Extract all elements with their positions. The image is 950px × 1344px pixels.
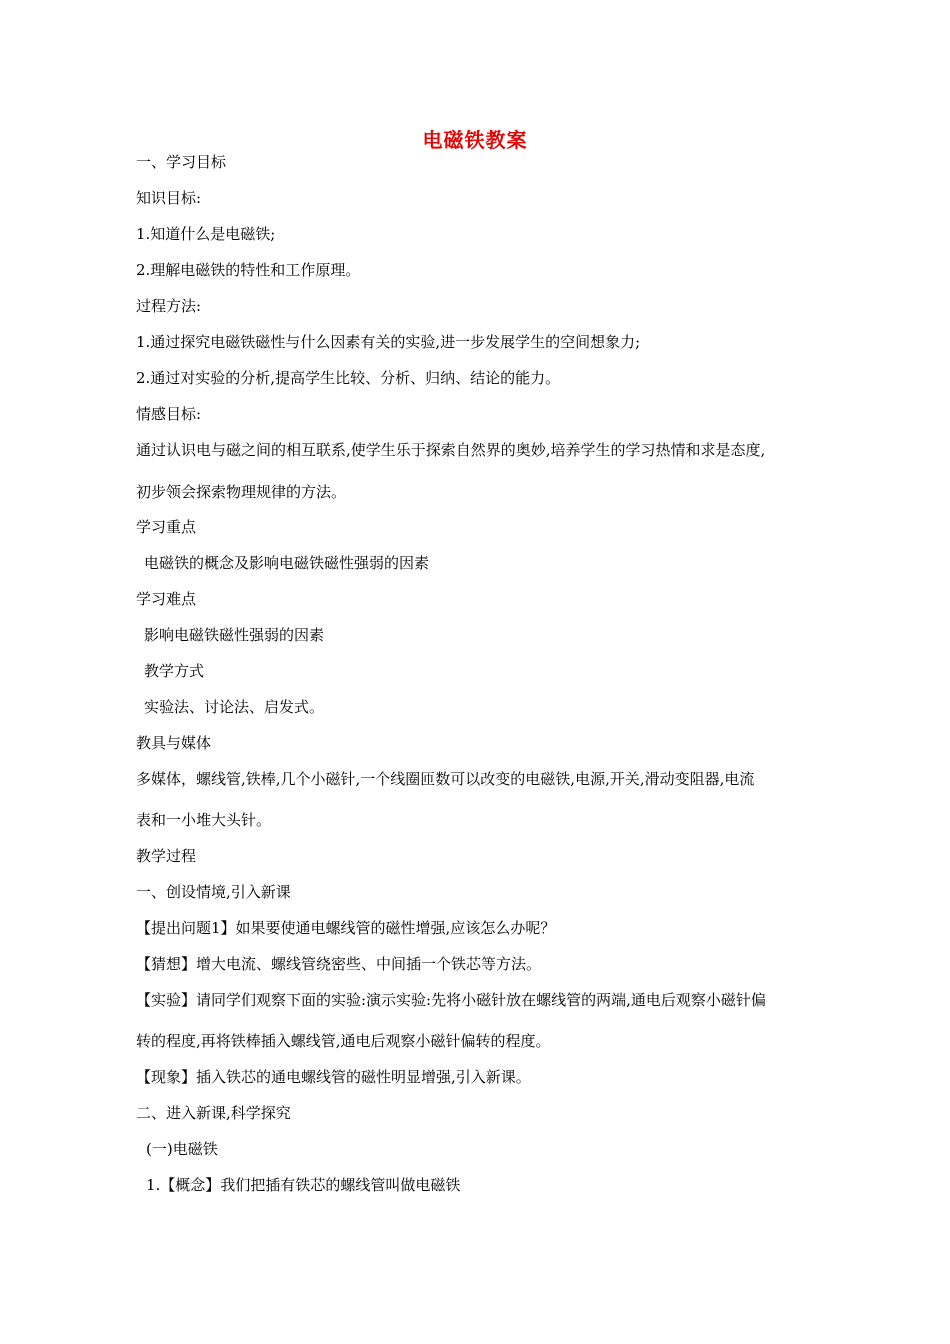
paragraph-line: 通过认识电与磁之间的相互联系,使学生乐于探索自然界的奥妙,培养学生的学习热情和求是态度, <box>136 441 766 459</box>
paragraph-line: 表和一小堆大头针。 <box>136 811 272 829</box>
paragraph-line: 1.通过探究电磁铁磁性与什么因素有关的实验,进一步发展学生的空间想象力; <box>136 333 641 351</box>
paragraph-line: 【猜想】增大电流、螺线管绕密些、中间插一个铁芯等方法。 <box>136 955 542 973</box>
paragraph-line: 实验法、讨论法、启发式。 <box>144 698 325 716</box>
section-heading-intro: 一、创设情境,引入新课 <box>136 883 291 901</box>
subheading-difficulties: 学习难点 <box>136 590 197 608</box>
paragraph-line: 多媒体，螺线管,铁棒,几个小磁针,一个线圈匝数可以改变的电磁铁,电源,开关,滑动变阻器,电流 <box>136 770 755 788</box>
subheading-key-points: 学习重点 <box>136 518 197 536</box>
subheading-process: 过程方法: <box>136 297 202 315</box>
section-heading-new-lesson: 二、进入新课,科学探究 <box>136 1104 291 1122</box>
subheading-process: 教学过程 <box>136 847 197 865</box>
paragraph-line: 1.知道什么是电磁铁; <box>136 225 276 243</box>
paragraph-line: 【提出问题1】如果要使通电螺线管的磁性增强,应该怎么办呢？ <box>136 919 556 937</box>
paragraph-line: 初步领会探索物理规律的方法。 <box>136 483 347 501</box>
subheading-knowledge: 知识目标: <box>136 189 202 207</box>
paragraph-line: 电磁铁的概念及影响电磁铁磁性强弱的因素 <box>144 554 430 572</box>
document-title: 电磁铁教案 <box>422 128 528 152</box>
subheading-teaching-method: 教学方式 <box>144 662 205 680</box>
section-heading-objectives: 一、学习目标 <box>136 153 227 171</box>
paragraph-line: 【实验】请同学们观察下面的实验:演示实验:先将小磁针放在螺线管的两端,通电后观察小磁针偏 <box>136 991 766 1009</box>
paragraph-line: 转的程度,再将铁棒插入螺线管,通电后观察小磁针偏转的程度。 <box>136 1032 551 1050</box>
paragraph-line: 2.通过对实验的分析,提高学生比较、分析、归纳、结论的能力。 <box>136 369 561 387</box>
paragraph-line: 【现象】插入铁芯的通电螺线管的磁性明显增强,引入新课。 <box>136 1068 531 1086</box>
paragraph-line: 2.理解电磁铁的特性和工作原理。 <box>136 261 361 279</box>
subheading-materials: 教具与媒体 <box>136 734 212 752</box>
paragraph-line: 1.【概念】我们把插有铁芯的螺线管叫做电磁铁 <box>146 1176 461 1194</box>
paragraph-line: 影响电磁铁磁性强弱的因素 <box>144 626 325 644</box>
subheading-emotion: 情感目标: <box>136 405 202 423</box>
subsection-heading: (一)电磁铁 <box>146 1140 218 1158</box>
